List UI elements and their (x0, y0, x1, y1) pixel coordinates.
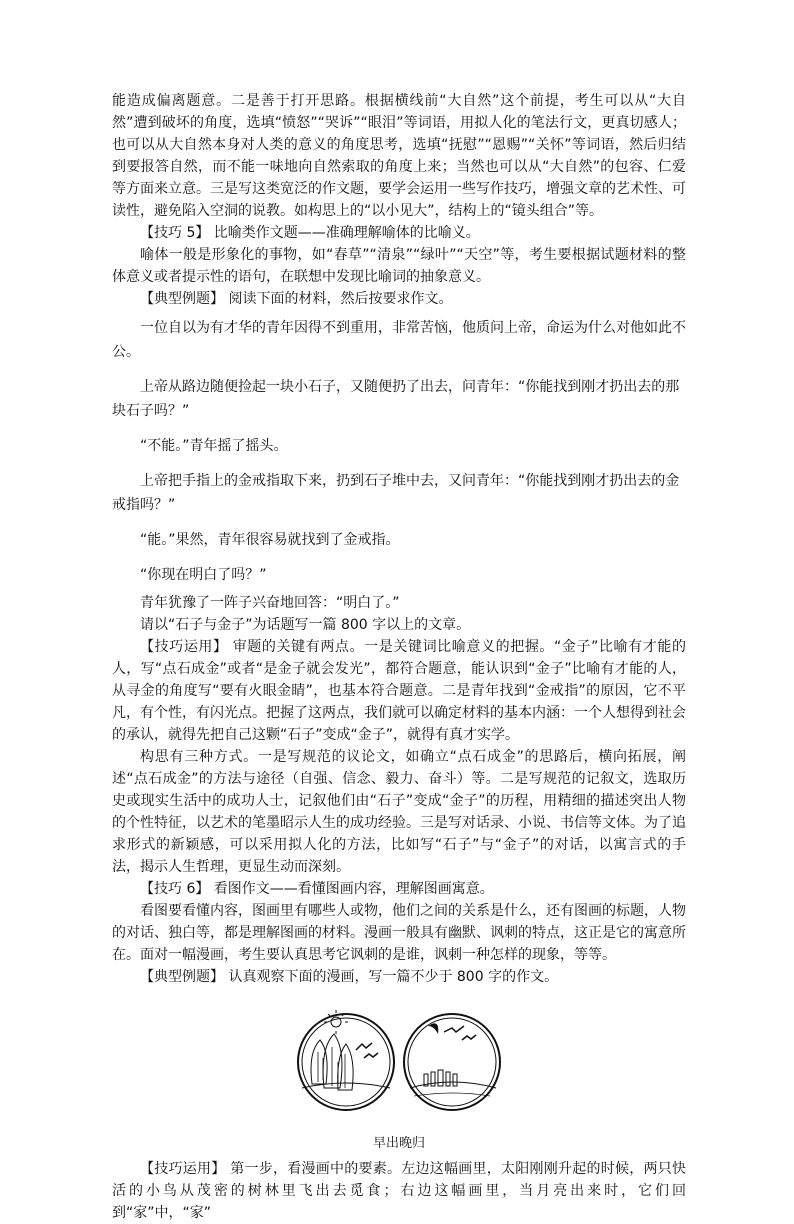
paragraph-structure: 构思有三种方式。一是写规范的议论文，如确立“点石成金”的思路后，横向拓展，阐述“点石成金”的方法与途径（自强、信念、毅力、奋斗）等。二是写规范的记叙文，选取历史或现实生活中的成功人士，记叙他们由“石子”变成“金子”的历程，用精细的描述突出人物的个性特征，以艺术的笔墨昭示人生的成功经验。三是写对话录、小说、书信等文体。为了追求形式的新颖感，可以采用拟人化的方法，比如写“石子”与“金子”的对话，以寓言式的手法，揭示人生哲理，更显生动而深刻。 (112, 749, 686, 875)
heading-example-2: 【典型例题】 认真观察下面的漫画，写一篇不少于 800 字的作文。 (140, 969, 559, 985)
story-line-4: 上帝把手指上的金戒指取下来，扔到石子堆中去，又问青年：“你能找到刚才扔出去的金戒指吗？” (112, 473, 680, 513)
paragraph-technique-use-1: 【技巧运用】 审题的关键有两点。一是关键词比喻意义的把握。“金子”比喻有才能的人，写“点石成金”或者“是金子就会发光”，都符合题意，能认识到“金子”比喻有才能的人，从寻金的角度写“要有火眼金睛”，也基本符合题意。二是青年找到“金戒指”的原因，它不平凡，有个性，有闪光点。把握了这两点，我们就可以确定材料的基本内涵：一个人想得到社会的承认，就得先把自己这颗“石子”变成“金子”，就得有真才实学。 (112, 639, 686, 743)
heading-example-1: 【典型例题】 阅读下面的材料，然后按要求作文。 (140, 291, 453, 307)
document-page (112, 90, 686, 1224)
heading-technique-6: 【技巧 6】 看图作文——看懂图画内容，理解图画寓意。 (140, 881, 494, 897)
story-line-1: 一位自以为有才华的青年因得不到重用，非常苦恼，他质问上帝，命运为什么对他如此不公。 (112, 320, 686, 360)
paragraph-intro: 能造成偏离题意。二是善于打开思路。根据横线前“大自然”这个前提，考生可以从“大自然”遭到破坏的角度，选填“愤怒”“哭诉”“眼泪”等词语，用拟人化的笔法行文，更真切感人；也可以从大自然本身对人类的意义的角度思考，选填“抚慰”“恩赐”“关怀”等词语，然后归结到要报答自然，而不能一味地向自然索取的角度上来；当然也可以从“大自然”的包容、仁爱等方面来立意。三是写这类宽泛的作文题，要学会运用一些写作技巧，增强文章的艺术性、可读性，避免陷入空洞的说教。如构思上的“以小见大”，结构上的“镜头组合”等。 (112, 93, 686, 219)
morning-panel (298, 1010, 394, 1110)
paragraph-technique-use-2: 【技巧运用】 第一步，看漫画中的要素。左边这幅画里，太阳刚刚升起的时候，两只快活的小鸟从茂密的树林里飞出去觅食；右边这幅画里，当月亮出来时，它们回到“家”中，“家” (112, 1161, 686, 1221)
story-line-2: 上帝从路边随便捡起一块小石子，又随便扔了出去，问青年：“你能找到刚才扔出去的那块石子吗？” (112, 379, 680, 419)
cartoon-illustration (294, 992, 504, 1132)
story-line-3: “不能。”青年摇了摇头。 (140, 438, 288, 454)
paragraph-prompt: 请以“石子与金子”为话题写一篇 800 字以上的文章。 (140, 617, 471, 633)
evening-panel (404, 1014, 500, 1110)
paragraph-picture-reading: 看图要看懂内容，图画里有哪些人或物，他们之间的关系是什么，还有图画的标题，人物的对话、独白等，都是理解图画的材料。漫画一般具有幽默、讽刺的特点，这正是它的寓意所在。面对一幅漫画，考生要认真思考它讽刺的是谁，讽刺一种怎样的现象，等等。 (112, 903, 686, 963)
paragraph-answer: 青年犹豫了一阵子兴奋地回答：“明白了。” (140, 595, 400, 611)
cartoon-figure (112, 992, 686, 1132)
paragraph-metaphor: 喻体一般是形象化的事物，如“春草”“清泉”“绿叶”“天空”等，考生要根据试题材料的整体意义或者提示性的语句，在联想中发现比喻词的抽象意义。 (112, 247, 686, 285)
story-line-5: “能。”果然，青年很容易就找到了金戒指。 (140, 532, 400, 548)
heading-technique-5: 【技巧 5】 比喻类作文题——准确理解喻体的比喻义。 (140, 225, 480, 241)
cartoon-caption: 早出晚归 (372, 1136, 425, 1151)
story-line-6: “你现在明白了吗？” (140, 567, 267, 583)
